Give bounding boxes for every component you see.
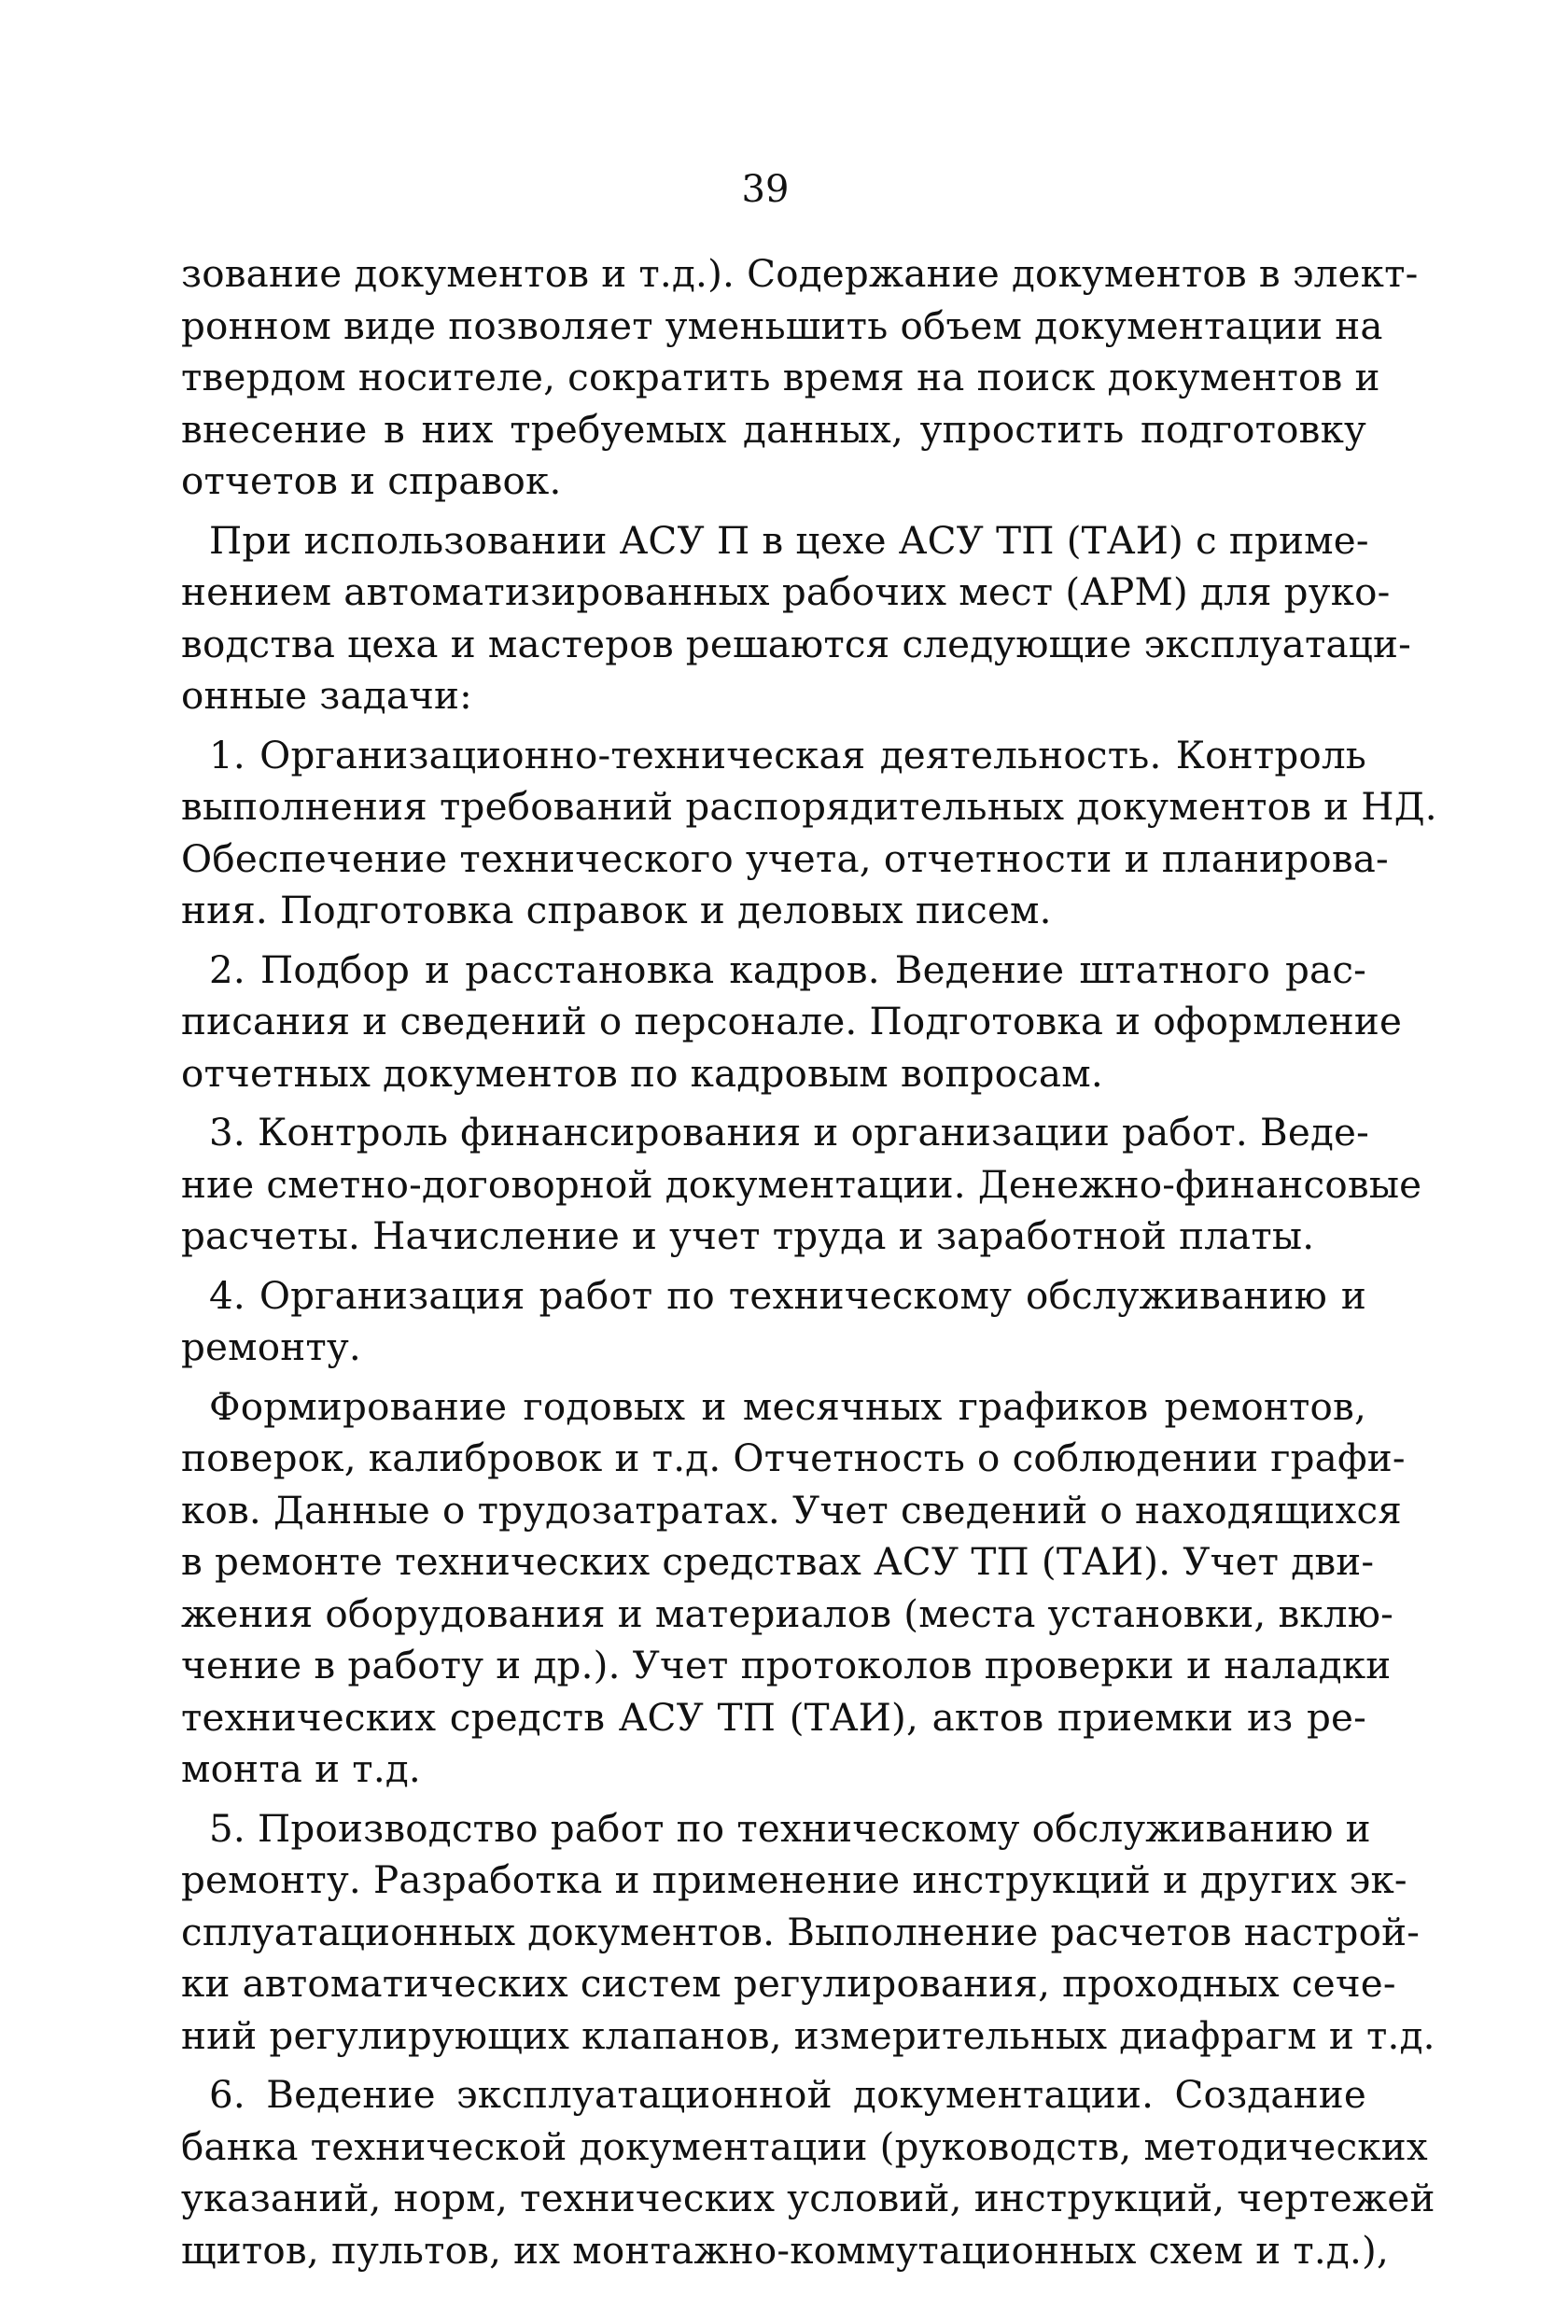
text-line: твердом носителе, сократить время на поиск документов и [181,355,1380,399]
text-line: сплуатационных документов. Выполнение расчетов настрой- [181,1909,1421,1954]
text-line: онные задачи: [181,673,472,718]
text-line: 1. Организационно-техническая деятельность. Контроль [209,732,1366,777]
text-line: ронном виде позволяет уменьшить объем документации на [181,302,1383,348]
text-line: ние сметно-договорной документации. Денежно-финансовые [181,1161,1422,1207]
text-line: монта и т.д. [181,1746,421,1791]
text-line: технических средств АСУ ТП (ТАИ), актов приемки из ре- [181,1694,1366,1740]
text-line: в ремонте технических средствах АСУ ТП (ТАИ). Учет дви- [181,1539,1375,1584]
text-line: отчетных документов по кадровым вопросам. [181,1050,1103,1096]
text-line: ний регулирующих клапанов, измерительных диафрагм и т.д. [181,2012,1435,2058]
text-line: 2. Подбор и расстановка кадров. Ведение штатного рас- [209,946,1366,992]
text-line: поверок, калибровок и т.д. Отчетность о соблюдении графи- [181,1435,1406,1480]
text-line: 4. Организация работ по техническому обслуживанию и [209,1272,1366,1318]
text-line: указаний, норм, технических условий, инструкций, чертежей [181,2176,1435,2220]
text-line: щитов, пультов, их монтажно-коммутационных схем и т.д.), [181,2227,1390,2273]
text-line: писания и сведений о персонале. Подготовка и оформление [181,999,1403,1043]
page-number: 39 [741,168,790,211]
text-line: ремонту. [181,1324,361,1369]
text-line: отчетов и справок. [181,458,562,503]
body-text [181,248,1437,2276]
text-line: ния. Подготовка справок и деловых писем. [181,888,1052,932]
text-line: жения оборудования и материалов (места установки, вклю- [181,1590,1393,1636]
text-line: чение в работу и др.). Учет протоколов проверки и наладки [181,1643,1392,1687]
text-line: банка технической документации (руководств, методических [181,2123,1428,2169]
text-line: При использовании АСУ П в цехе АСУ ТП (ТАИ) с приме- [209,517,1369,563]
text-line: выполнения требований распорядительных документов и НД. [181,784,1437,829]
text-line: расчеты. Начисление и учет труда и заработной платы. [181,1213,1315,1258]
text-line: ки автоматических систем регулирования, проходных сече- [181,1961,1396,2006]
text-line: водства цеха и мастеров решаются следующие эксплуатаци- [181,621,1411,666]
text-line: 6. Ведение эксплуатационной документации. Создание [209,2072,1366,2117]
text-line: 3. Контроль финансирования и организации работ. Веде- [209,1110,1370,1155]
text-line: Формирование годовых и месячных графиков ремонтов, [209,1383,1366,1429]
text-line: ков. Данные о трудозатратах. Учет сведений о находящихся [181,1487,1402,1533]
text-line: 5. Производство работ по техническому обслуживанию и [209,1805,1371,1851]
text-line: Обеспечение технического учета, отчетности и планирова- [181,835,1389,881]
text-line: нением автоматизированных рабочих мест (АРМ) для руко- [181,569,1391,614]
text-line: ремонту. Разработка и применение инструкций и других эк- [181,1857,1407,1902]
text-line: зование документов и т.д.). Содержание документов в элект- [181,251,1419,296]
text-line: внесение в них требуемых данных, упростить подготовку [181,406,1366,452]
